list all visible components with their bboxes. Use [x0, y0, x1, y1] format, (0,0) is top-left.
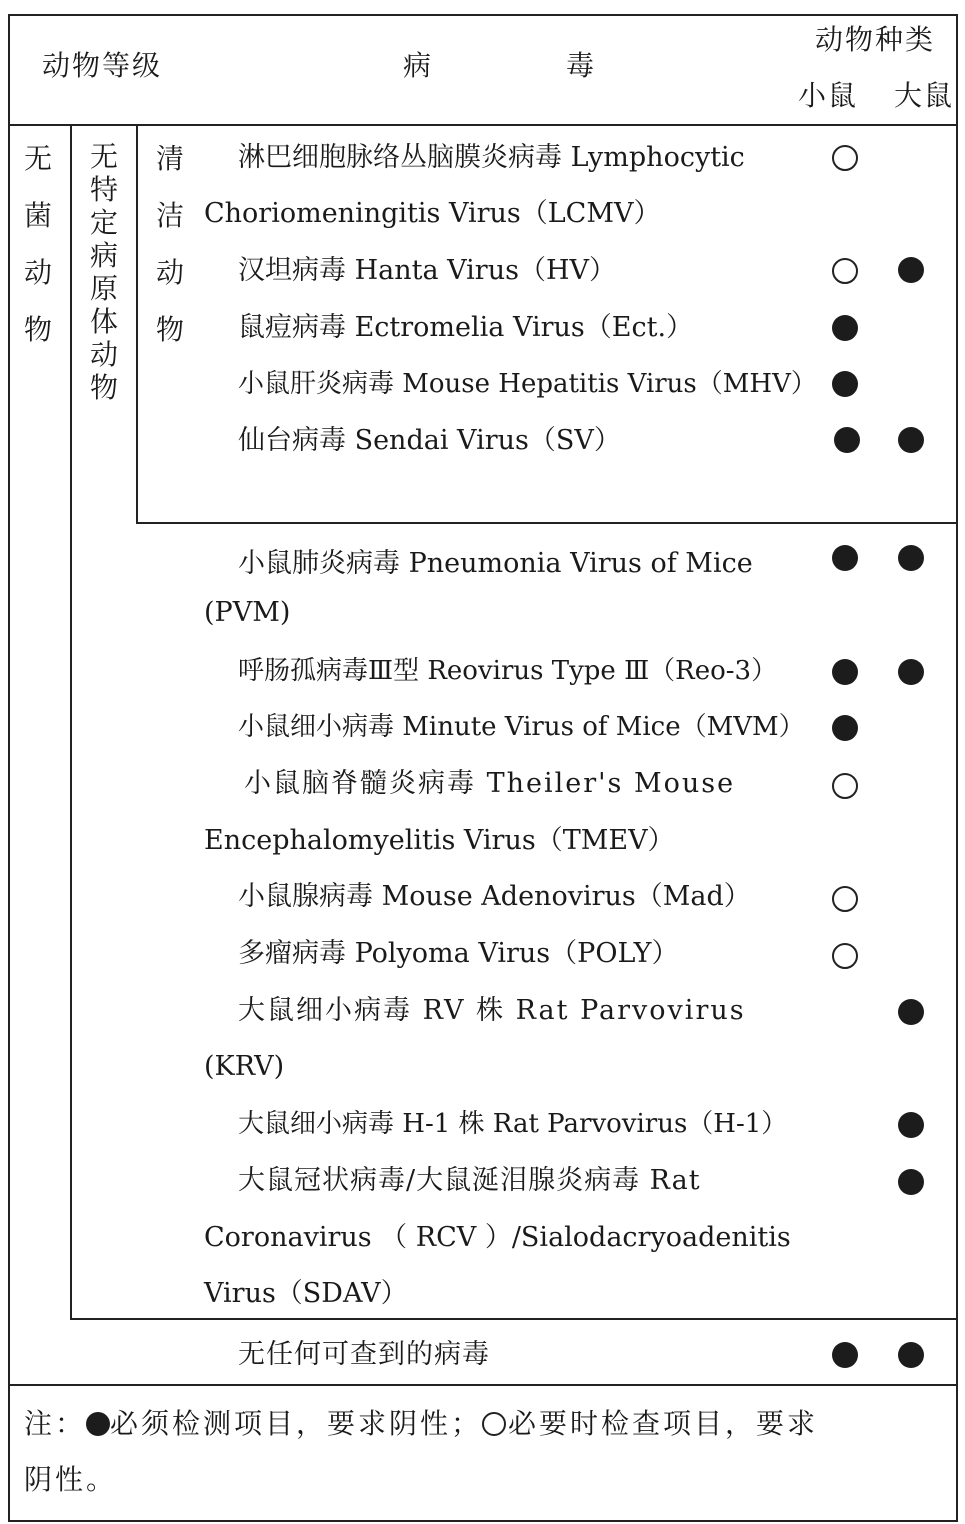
level-spf [90, 140, 119, 407]
mouse-open-circle-icon [832, 943, 858, 969]
virus-row-pvm-line1 [238, 541, 798, 580]
header-mouse-label: 小鼠 [798, 79, 859, 112]
level-char: 无 [24, 142, 53, 175]
rat-filled-circle-icon [898, 1112, 924, 1138]
level-clean [156, 142, 185, 373]
level-char: 动 [90, 338, 119, 371]
virus-row-mvm: 小鼠细小病毒 Minute Virus of Mice（MVM） [238, 712, 805, 742]
header-virus-char2: 毒 [566, 49, 597, 82]
virus-row-pvm-line2: (PVM) [204, 597, 291, 628]
rat-filled-circle-icon [898, 545, 924, 571]
spf-divider [136, 124, 138, 524]
virus-row-tmev-line2: Encephalomyelitis Virus（TMEV） [204, 825, 675, 856]
virus-row-rcv-line3: Virus（SDAV） [204, 1278, 408, 1309]
mouse-filled-circle-icon [832, 1342, 858, 1368]
level-char: 特 [90, 173, 119, 206]
header-rat-label: 大鼠 [894, 79, 955, 112]
rat-filled-circle-icon [898, 1342, 924, 1368]
note-open-circle-icon [482, 1412, 506, 1436]
note-prefix: 注： [24, 1407, 87, 1440]
virus-row-ect: 鼠痘病毒 Ectromelia Virus（Ect.） [238, 312, 694, 343]
virus-row-rcv-line2: Coronavirus （ RCV ）/Sialodacryoadenitis [204, 1222, 791, 1253]
virus-row-hv: 汉坦病毒 Hanta Virus（HV） [238, 255, 616, 286]
note-filled-circle-icon [86, 1412, 110, 1436]
mouse-filled-circle-icon [832, 545, 858, 571]
virus-row-pvm-text: 小鼠肺炎病毒 Pneumonia Virus of Mice [238, 548, 753, 579]
level-char: 病 [90, 239, 119, 272]
note-full-text: 必须检测项目，要求阴性； [110, 1407, 483, 1440]
level-char: 动 [156, 256, 185, 289]
rat-filled-circle-icon [898, 659, 924, 685]
note-divider [8, 1384, 958, 1386]
level-char: 物 [90, 371, 119, 404]
mouse-open-circle-icon [832, 145, 858, 171]
virus-row-mhv: 小鼠肝炎病毒 Mouse Hepatitis Virus（MHV） [238, 369, 817, 399]
virus-row-mad: 小鼠腺病毒 Mouse Adenovirus（Mad） [238, 881, 751, 912]
header-level-label: 动物等级 [42, 49, 163, 82]
mouse-open-circle-icon [832, 773, 858, 799]
level-char: 物 [24, 313, 53, 346]
rat-filled-circle-icon [898, 1169, 924, 1195]
rat-filled-circle-icon [898, 427, 924, 453]
germfree-divider [70, 124, 72, 1320]
virus-row-none: 无任何可查到的病毒 [238, 1339, 490, 1370]
mouse-filled-circle-icon [834, 427, 860, 453]
note-line1 [24, 1408, 818, 1440]
level-char: 原 [90, 272, 119, 305]
virus-row-sv: 仙台病毒 Sendai Virus（SV） [238, 425, 621, 456]
virus-row-h1: 大鼠细小病毒 H-1 株 Rat Parvovirus（H-1） [238, 1109, 788, 1139]
virus-row-rcv-line1: 大鼠冠状病毒/大鼠涎泪腺炎病毒 Rat [238, 1165, 701, 1196]
virus-row-krv-line1: 大鼠细小病毒 RV 株 Rat Parvovirus [238, 995, 746, 1026]
mouse-open-circle-icon [832, 258, 858, 284]
header-species-label: 动物种类 [815, 23, 936, 56]
level-char: 清 [156, 142, 185, 175]
rat-filled-circle-icon [898, 999, 924, 1025]
level-germfree [24, 142, 53, 373]
spf-bottom-divider [70, 1318, 958, 1320]
mouse-filled-circle-icon [832, 315, 858, 341]
virus-row-reo3: 呼肠孤病毒Ⅲ型 Reovirus Type Ⅲ（Reo-3） [238, 656, 778, 686]
virus-row-tmev-line1: 小鼠脑脊髓炎病毒 Theiler's Mouse [244, 768, 736, 799]
note-line2: 阴性。 [24, 1463, 118, 1496]
note-open-text: 必要时检查项目，要求 [508, 1407, 819, 1440]
mouse-filled-circle-icon [832, 659, 858, 685]
level-char: 无 [90, 140, 119, 173]
clean-divider [136, 522, 958, 524]
header-virus-char1: 病 [403, 49, 434, 82]
virus-row-lcmv-line1: 淋巴细胞脉络丛脑膜炎病毒 Lymphocytic [238, 142, 745, 173]
level-char: 动 [24, 256, 53, 289]
mouse-filled-circle-icon [832, 715, 858, 741]
mouse-filled-circle-icon [832, 371, 858, 397]
level-char: 物 [156, 313, 185, 346]
header-divider [8, 124, 958, 126]
level-char: 体 [90, 305, 119, 338]
rat-filled-circle-icon [898, 257, 924, 283]
virus-row-lcmv-line2: Choriomeningitis Virus（LCMV） [204, 198, 661, 229]
level-char: 菌 [24, 199, 53, 232]
mouse-open-circle-icon [832, 886, 858, 912]
level-char: 定 [90, 206, 119, 239]
virus-row-poly: 多瘤病毒 Polyoma Virus（POLY） [238, 938, 679, 969]
virus-row-krv-line2: (KRV) [204, 1051, 285, 1082]
level-char: 洁 [156, 199, 185, 232]
